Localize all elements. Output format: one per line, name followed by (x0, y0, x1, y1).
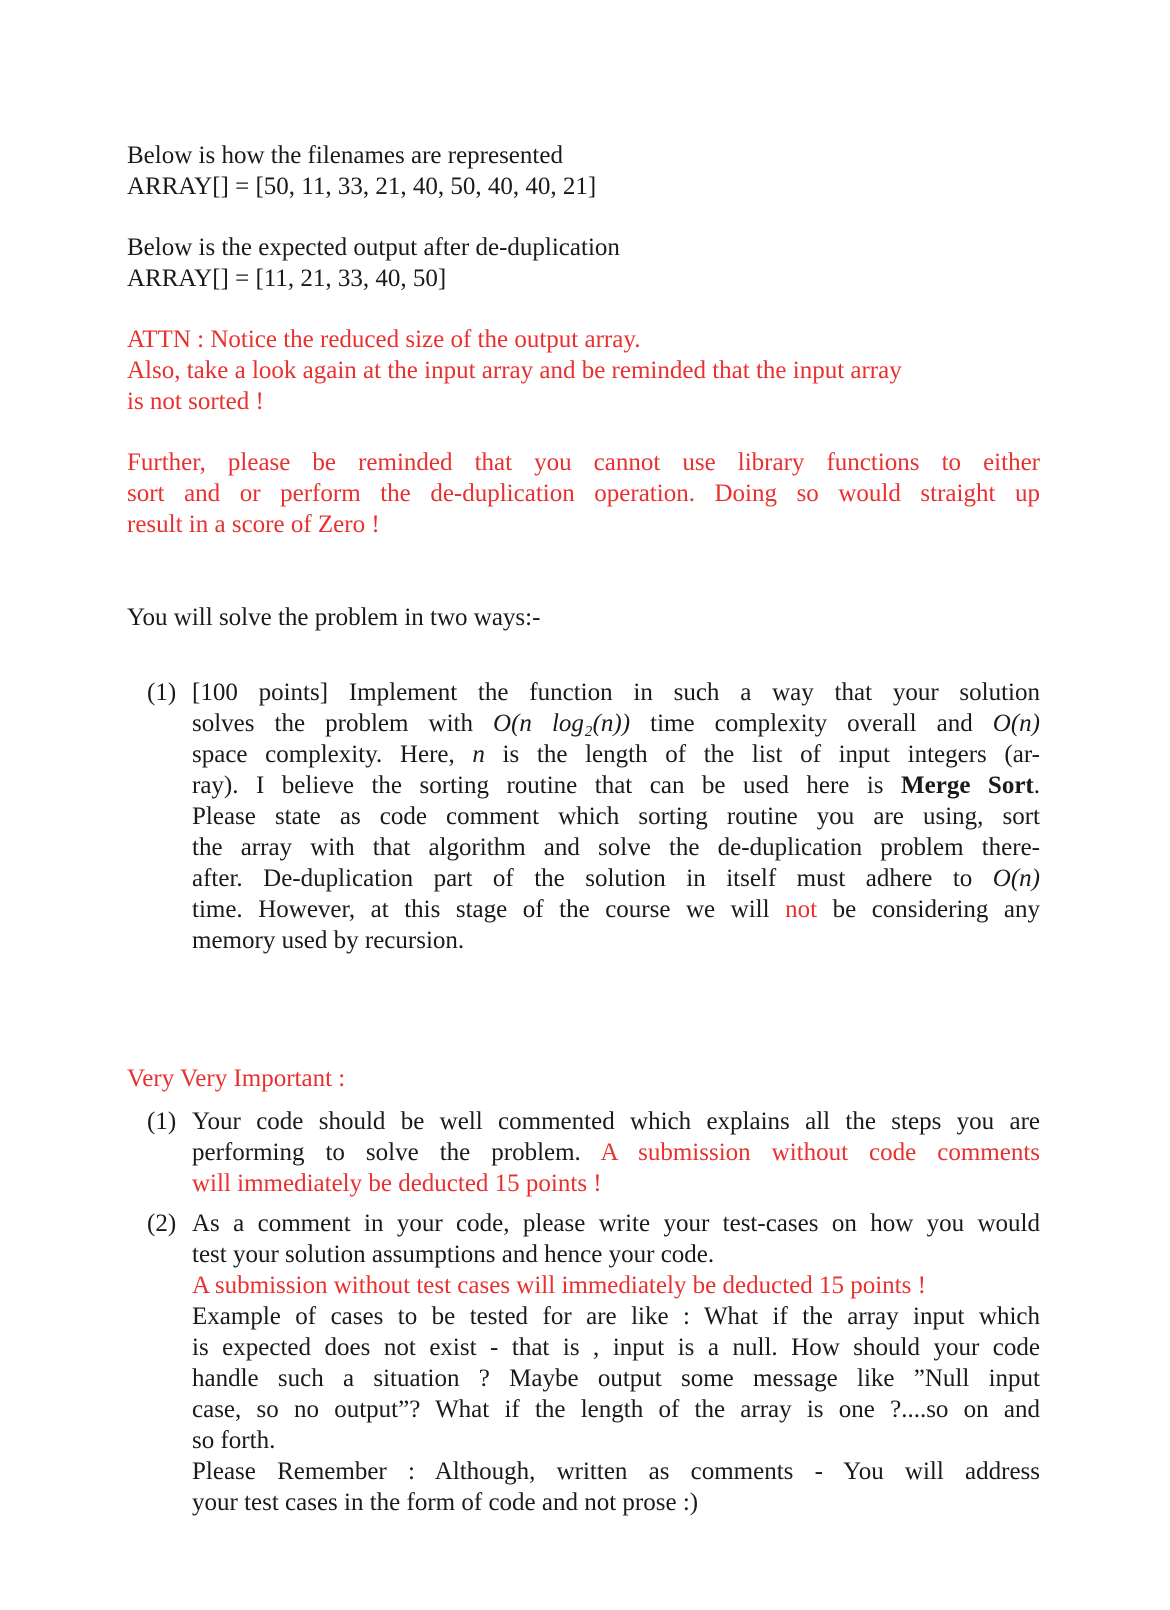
important-item-2-line-5: is expected does not exist - that is , input is a null. How should your code (192, 1334, 1040, 1361)
item-1-text: space complexity. Here, (192, 741, 473, 768)
item-1-line-1: [100 points] Implement the function in such a way that your solution (192, 679, 1040, 706)
intro-line-expected: Below is the expected output after de-duplication (127, 234, 620, 261)
important-item-1-line-1: Your code should be well commented which explains all the steps you are (192, 1108, 1040, 1135)
important-item-2 (127, 1208, 1040, 1518)
important-item-2-number: (2) (147, 1210, 177, 1237)
important-item-2-line-6: handle such a situation ? Maybe output some message like ”Null input (192, 1365, 1040, 1392)
important-item-1 (127, 1106, 1040, 1199)
test-cases-penalty: A submission without test cases will immediately be deducted 15 points ! (192, 1272, 926, 1299)
attn-line-1: ATTN : Notice the reduced size of the output array. (127, 326, 641, 353)
expected-output-block (127, 232, 1040, 294)
item-1-text: time. However, at this stage of the course we will (192, 896, 786, 923)
requirement-item-1 (127, 677, 1040, 956)
complexity-time: O(n log₂(n)) (493, 710, 631, 737)
further-notice (127, 447, 1040, 540)
important-item-1-text: performing to solve the problem. (192, 1139, 601, 1166)
further-line-2: sort and or perform the de-duplication operation. Doing so would straight up (127, 480, 1040, 507)
important-item-2-line-7: case, so no output”? What if the length of the array is one ?....so on and (192, 1396, 1040, 1423)
attn-line-2: Also, take a look again at the input array and be reminded that the input array (127, 357, 902, 384)
complexity-dedup: O(n) (992, 865, 1040, 892)
item-1-text: time complexity overall and (630, 710, 993, 737)
important-item-2-line-1: As a comment in your code, please write your test-cases on how you would (192, 1210, 1040, 1237)
item-1-line-4 (192, 770, 1040, 801)
important-item-2-line-10: your test cases in the form of code and not prose :) (192, 1489, 699, 1516)
ways-line: You will solve the problem in two ways:- (127, 604, 541, 631)
item-1-number: (1) (147, 679, 177, 706)
important-item-1-number: (1) (147, 1108, 177, 1135)
item-1-line-5: Please state as code comment which sorting routine you are using, sort (192, 803, 1040, 830)
item-1-text: . (1033, 772, 1040, 799)
important-item-2-line-2: test your solution assumptions and hence your code. (192, 1241, 715, 1268)
item-1-line-7 (192, 863, 1040, 894)
item-1-line-2 (192, 708, 1040, 739)
attn-line-3: is not sorted ! (127, 388, 264, 415)
important-item-1-line-3: will immediately be deducted 15 points ! (192, 1170, 602, 1197)
item-1-text: solves the problem with (192, 710, 494, 737)
important-heading (127, 1063, 1040, 1094)
item-1-text: is the length of the list of input integers (ar- (484, 741, 1040, 768)
item-1-text: ray). I believe the sorting routine that can be used here is (192, 772, 902, 799)
variable-n: n (472, 741, 485, 768)
ways-intro (127, 602, 1040, 633)
further-line-3: result in a score of Zero ! (127, 511, 380, 538)
further-line-1: Further, please be reminded that you cannot use library functions to either (127, 449, 1040, 476)
important-item-2-line-9: Please Remember : Although, written as comments - You will address (192, 1458, 1040, 1485)
not-emphasis: not (785, 896, 818, 923)
important-item-1-line-2 (192, 1137, 1040, 1168)
item-1-line-3 (192, 739, 1040, 770)
intro-line-filenames: Below is how the filenames are represented (127, 142, 563, 169)
item-1-text: after. De-duplication part of the solution in itself must adhere to (192, 865, 993, 892)
important-item-2-line-8: so forth. (192, 1427, 276, 1454)
output-array: ARRAY[] = [11, 21, 33, 40, 50] (127, 265, 447, 292)
item-1-line-6: the array with that algorithm and solve the de-duplication problem there- (192, 834, 1040, 861)
item-1-text: be considering any (817, 896, 1040, 923)
important-heading-text: Very Very Important : (127, 1065, 346, 1092)
item-1-line-9: memory used by recursion. (192, 927, 465, 954)
merge-sort-emphasis: Merge Sort (901, 772, 1034, 799)
comments-penalty: A submission without code comments (600, 1139, 1041, 1166)
input-array: ARRAY[] = [50, 11, 33, 21, 40, 50, 40, 40, 21] (127, 173, 597, 200)
document-page (127, 140, 1040, 1518)
intro-block (127, 140, 1040, 202)
attn-notice (127, 324, 1040, 417)
complexity-space: O(n) (992, 710, 1040, 737)
item-1-line-8 (192, 894, 1040, 925)
important-item-2-line-4: Example of cases to be tested for are like : What if the array input which (192, 1303, 1040, 1330)
